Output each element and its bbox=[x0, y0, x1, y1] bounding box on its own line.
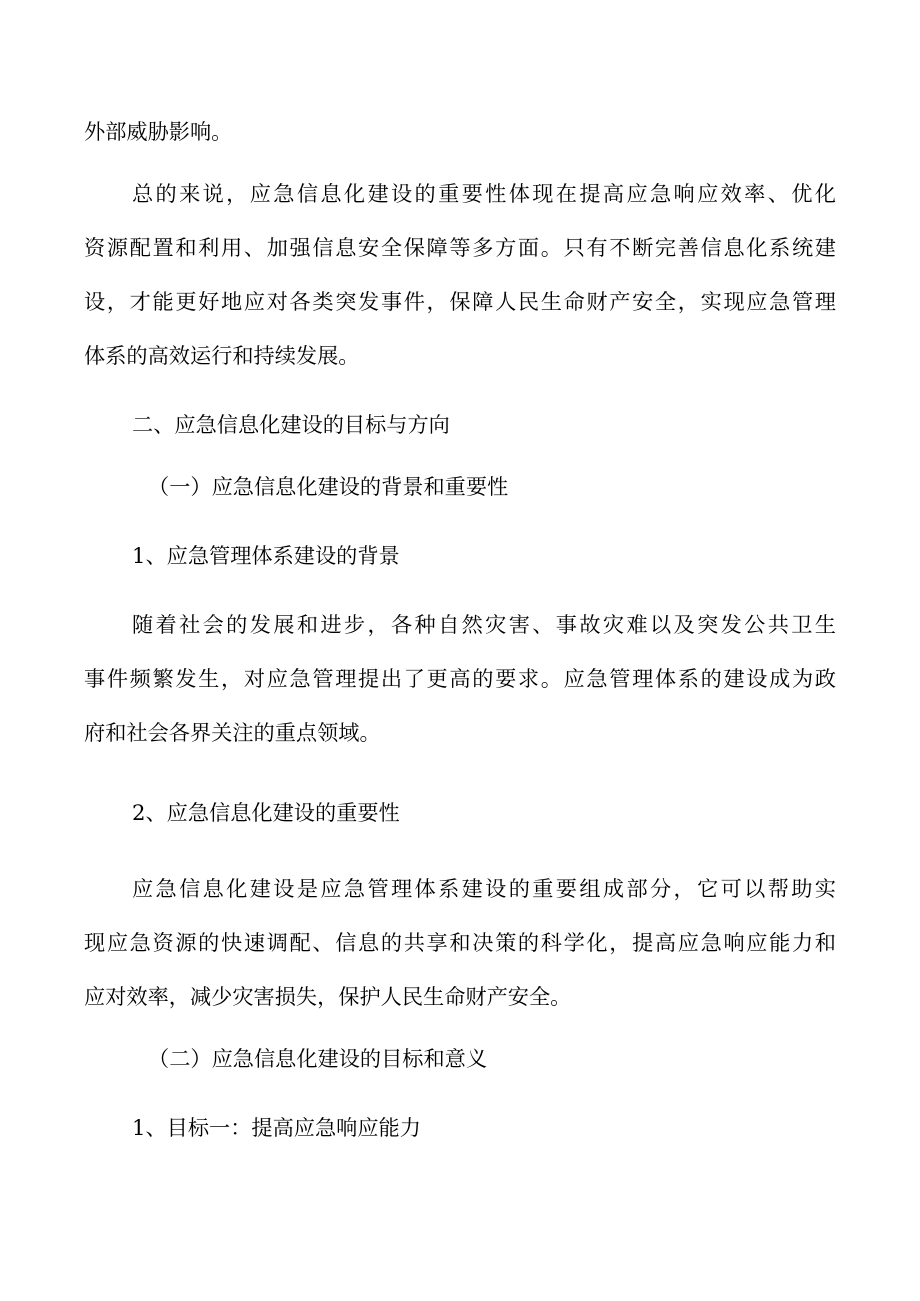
paragraph-line: 外部威胁影响。 bbox=[84, 119, 233, 144]
paragraph-line: 体系的高效运行和持续发展。 bbox=[84, 343, 360, 368]
paragraph-line: 随着社会的发展和进步，各种自然灾害、事故灾难以及突发公共卫生 bbox=[132, 612, 836, 637]
paragraph-line: 资源配置和利用、加强信息安全保障等多方面。只有不断完善信息化系统建 bbox=[84, 235, 836, 260]
section-heading: 二、应急信息化建设的目标与方向 bbox=[132, 412, 450, 437]
subsection-heading: （二）应急信息化建设的目标和意义 bbox=[148, 1046, 488, 1071]
paragraph-line: 总的来说，应急信息化建设的重要性体现在提高应急响应效率、优化 bbox=[132, 181, 836, 206]
item-heading: 2、应急信息化建设的重要性 bbox=[132, 800, 400, 825]
paragraph-line: 事件频繁发生，对应急管理提出了更高的要求。应急管理体系的建设成为政 bbox=[84, 666, 836, 691]
paragraph-line: 应对效率，减少灾害损失，保护人民生命财产安全。 bbox=[84, 984, 572, 1009]
paragraph-line: 府和社会各界关注的重点领域。 bbox=[84, 720, 381, 745]
item-heading: 1、应急管理体系建设的背景 bbox=[132, 543, 400, 568]
paragraph-line: 应急信息化建设是应急管理体系建设的重要组成部分，它可以帮助实 bbox=[132, 876, 836, 901]
paragraph-line: 设，才能更好地应对各类突发事件，保障人民生命财产安全，实现应急管理 bbox=[84, 289, 836, 314]
paragraph-line: 现应急资源的快速调配、信息的共享和决策的科学化，提高应急响应能力和 bbox=[84, 930, 836, 955]
subsection-heading: （一）应急信息化建设的背景和重要性 bbox=[148, 474, 509, 499]
item-heading: 1、目标一：提高应急响应能力 bbox=[132, 1115, 421, 1140]
